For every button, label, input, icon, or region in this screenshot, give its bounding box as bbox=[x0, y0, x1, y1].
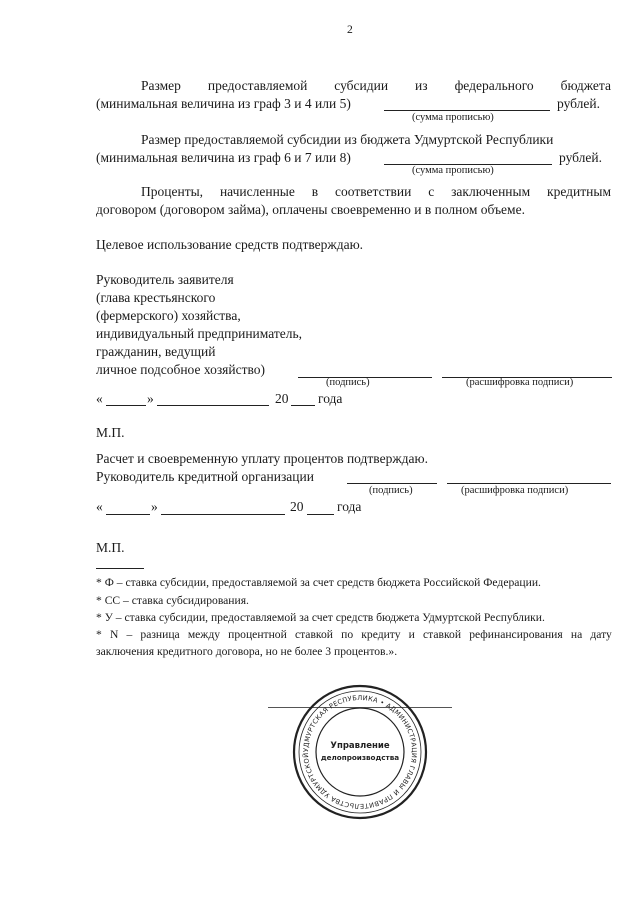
applicant-date-close: » bbox=[147, 391, 154, 406]
seal-ring-text: УДМУРТСКАЯ РЕСПУБЛИКА • АДМИНИСТРАЦИЯ ГЛАВЫ И ПРАВИТЕЛЬСТВА УДМУРТСКОЙ bbox=[301, 693, 419, 811]
bank-year-field[interactable] bbox=[307, 514, 334, 515]
applicant-line4: индивидуальный предприниматель, bbox=[96, 326, 303, 341]
footnote-n-line1: * N – разница между процентной ставкой по кредиту и ставкой рефинансирования на дату bbox=[96, 628, 612, 641]
seal-icon bbox=[290, 682, 430, 822]
regional-amount-hint: (сумма прописью) bbox=[412, 165, 494, 176]
bank-year-suffix: года bbox=[337, 499, 362, 514]
purpose-confirmation: Целевое использование средств подтверждаю. bbox=[96, 237, 364, 252]
bank-day-field[interactable] bbox=[106, 514, 150, 515]
seal-center-line1: Управление bbox=[330, 741, 390, 751]
interest-line2: договором (договором займа), оплачены своевременно и в полном объеме. bbox=[96, 202, 525, 217]
federal-subsidy-line2: (минимальная величина из граф 3 и 4 или 5) bbox=[96, 96, 351, 111]
footnote-ss: * СС – ставка субсидирования. bbox=[96, 594, 249, 607]
seal-center-line2: делопроизводства bbox=[320, 753, 400, 762]
applicant-line3: (фермерского) хозяйства, bbox=[96, 308, 241, 323]
bank-confirmation: Расчет и своевременную уплату процентов подтверждаю. bbox=[96, 451, 428, 466]
applicant-line6: личное подсобное хозяйство) bbox=[96, 362, 266, 377]
bank-year-prefix: 20 bbox=[290, 499, 304, 514]
bank-date-close: » bbox=[151, 499, 158, 514]
applicant-day-field[interactable] bbox=[106, 405, 146, 406]
bank-date-open: « bbox=[96, 499, 103, 514]
federal-subsidy-line1: Размер предоставляемой субсидии из федерального бюджета bbox=[141, 78, 611, 93]
official-seal bbox=[290, 682, 430, 822]
applicant-decode-hint: (расшифровка подписи) bbox=[466, 377, 574, 388]
footnote-u: * У – ставка субсидии, предоставляемой за счет средств бюджета Удмуртской Республики. bbox=[96, 611, 545, 624]
regional-subsidy-line1: Размер предоставляемой субсидии из бюджета Удмуртской Республики bbox=[141, 132, 554, 147]
regional-subsidy-line2: (минимальная величина из граф 6 и 7 или 8) bbox=[96, 150, 351, 165]
federal-amount-hint: (сумма прописью) bbox=[412, 112, 494, 123]
bank-decode-field[interactable] bbox=[447, 483, 611, 484]
regional-currency: рублей. bbox=[559, 150, 603, 165]
federal-amount-field[interactable] bbox=[384, 110, 550, 111]
applicant-month-field[interactable] bbox=[157, 405, 269, 406]
applicant-signature-hint: (подпись) bbox=[326, 377, 370, 388]
bank-decode-hint: (расшифровка подписи) bbox=[461, 485, 569, 496]
applicant-stamp-place: М.П. bbox=[96, 425, 125, 440]
applicant-year-prefix: 20 bbox=[275, 391, 289, 406]
applicant-year-suffix: года bbox=[318, 391, 343, 406]
bank-month-field[interactable] bbox=[161, 514, 285, 515]
bank-signature-field[interactable] bbox=[347, 483, 437, 484]
applicant-line1: Руководитель заявителя bbox=[96, 272, 234, 287]
applicant-line5: гражданин, ведущий bbox=[96, 344, 216, 359]
applicant-date-open: « bbox=[96, 391, 103, 406]
footnote-n-line2: заключения кредитного договора, но не более 3 процентов.». bbox=[96, 645, 398, 658]
footnote-f: * Ф – ставка субсидии, предоставляемой за счет средств бюджета Российской Федерации. bbox=[96, 576, 541, 589]
applicant-year-field[interactable] bbox=[291, 405, 315, 406]
bank-stamp-place: М.П. bbox=[96, 540, 125, 555]
bank-head: Руководитель кредитной организации bbox=[96, 469, 314, 484]
interest-line1: Проценты, начисленные в соответствии с заключенным кредитным bbox=[141, 184, 611, 199]
federal-currency: рублей. bbox=[557, 96, 601, 111]
page-number: 2 bbox=[347, 23, 353, 36]
applicant-line2: (глава крестьянского bbox=[96, 290, 216, 305]
footnote-separator bbox=[96, 568, 144, 569]
bank-signature-hint: (подпись) bbox=[369, 485, 413, 496]
